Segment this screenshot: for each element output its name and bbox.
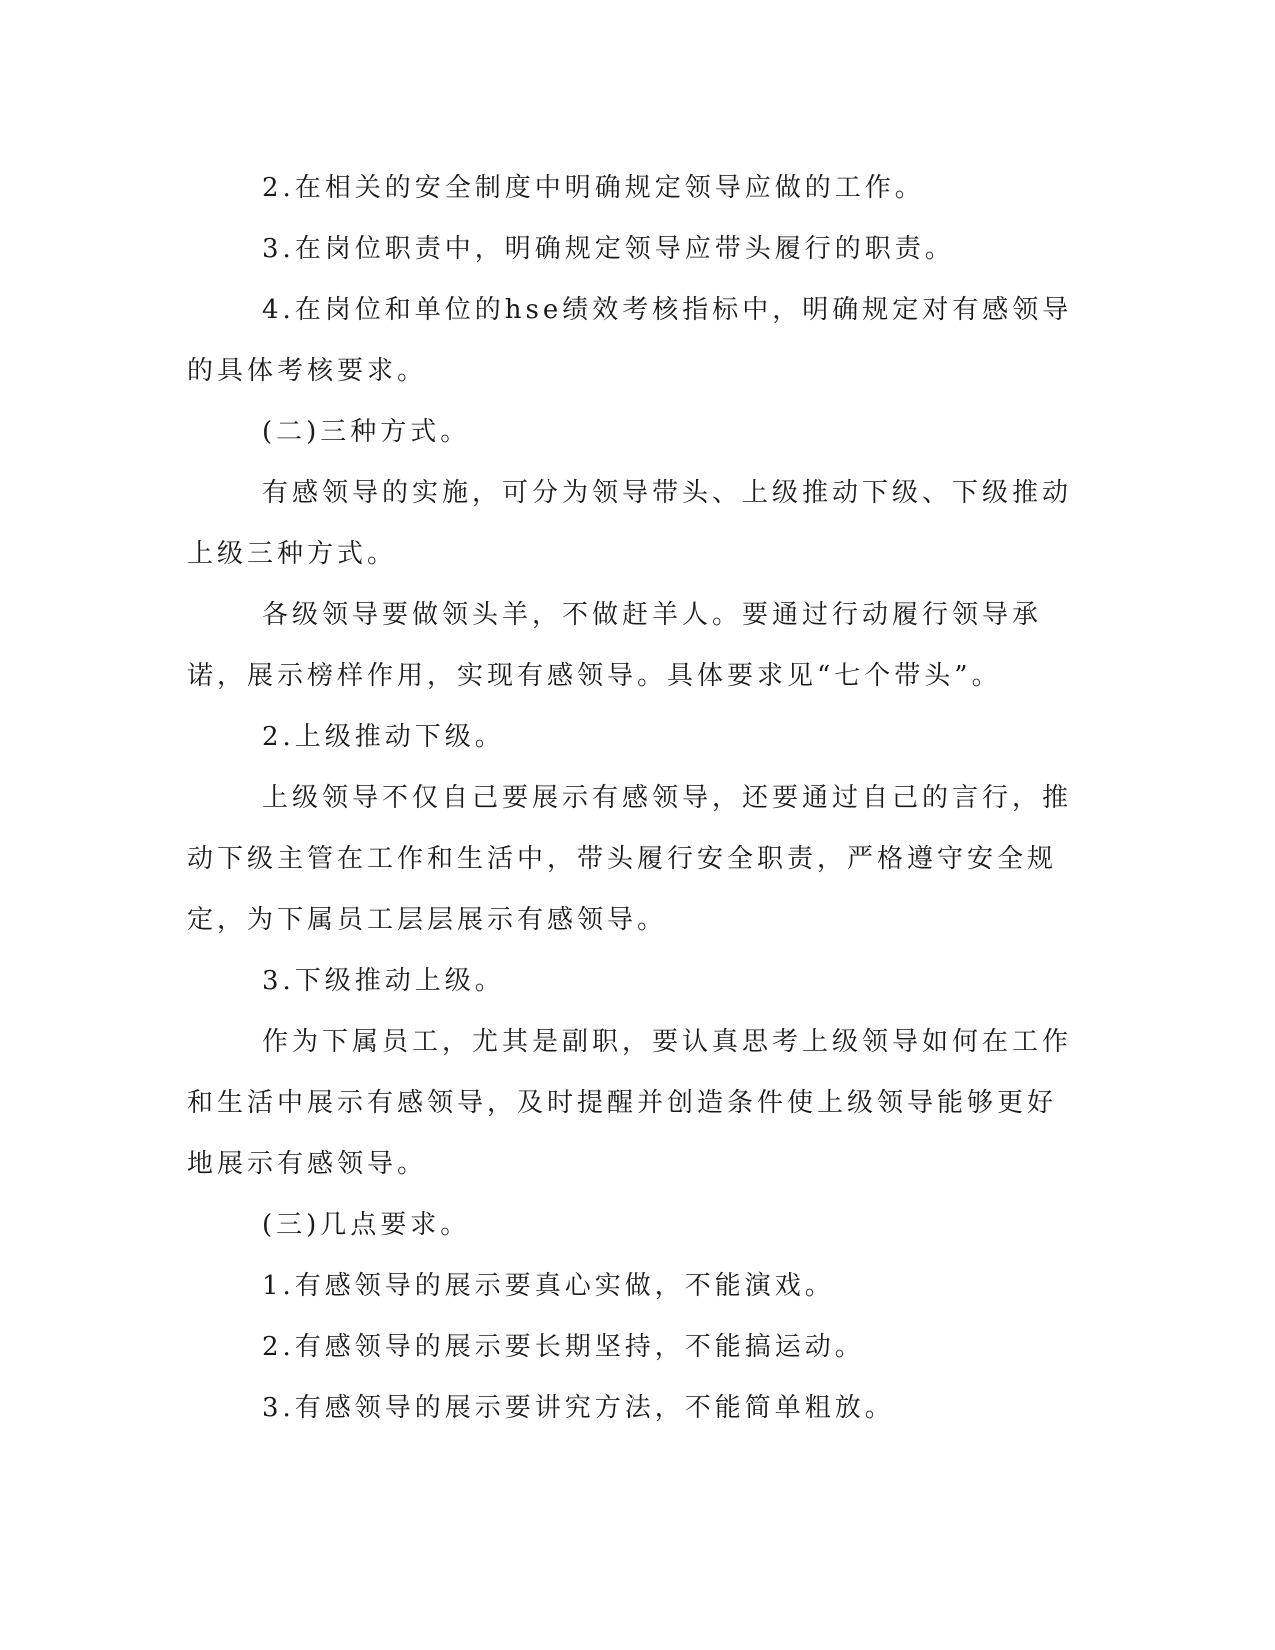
section-heading: (二)三种方式。: [262, 417, 471, 447]
paragraph: 作为下属员工，尤其是副职，要认真思考上级领导如何在工作和生活中展示有感领导，及时提醒并创造条件使上级领导能够更好地展示有感领导。: [187, 1027, 1073, 1179]
list-item: 2.有感领导的展示要长期坚持，不能搞运动。: [262, 1332, 865, 1362]
section-heading: (三)几点要求。: [262, 1210, 471, 1240]
paragraph: 3.在岗位职责中，明确规定领导应带头履行的职责。: [262, 234, 955, 264]
list-item: 3.有感领导的展示要讲究方法，不能简单粗放。: [262, 1393, 895, 1423]
paragraph: 各级领导要做领头羊，不做赶羊人。要通过行动履行领导承诺，展示榜样作用，实现有感领导。具体要求见“七个带头”。: [187, 600, 1043, 691]
document-body: [187, 158, 1077, 1439]
paragraph: 4.在岗位和单位的hse绩效考核指标中，明确规定对有感领导的具体考核要求。: [187, 295, 1073, 386]
subsection-heading: 2.上级推动下级。: [262, 722, 505, 752]
subsection-heading: 3.下级推动上级。: [262, 966, 505, 996]
list-item: 1.有感领导的展示要真心实做，不能演戏。: [262, 1271, 835, 1301]
paragraph: 2.在相关的安全制度中明确规定领导应做的工作。: [262, 173, 925, 203]
paragraph: 上级领导不仅自己要展示有感领导，还要通过自己的言行，推动下级主管在工作和生活中，带头履行安全职责，严格遵守安全规定，为下属员工层层展示有感领导。: [187, 783, 1073, 935]
paragraph: 有感领导的实施，可分为领导带头、上级推动下级、下级推动上级三种方式。: [187, 478, 1073, 569]
